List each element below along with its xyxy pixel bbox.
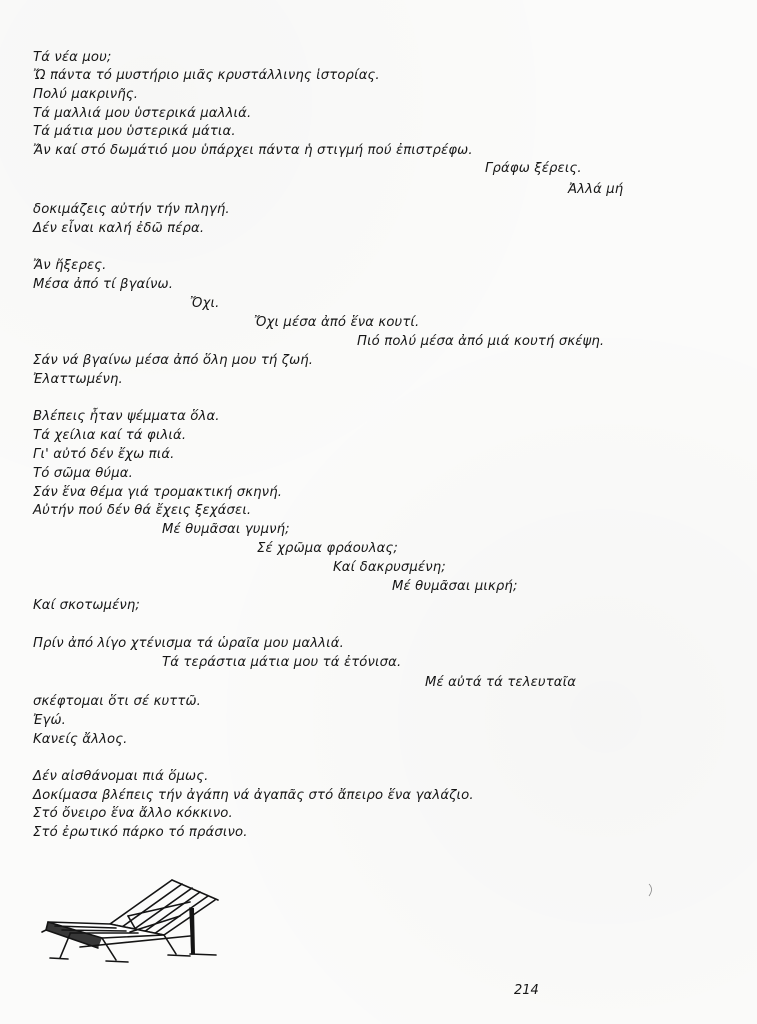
poem-line-36: Δοκίμασα βλέπεις τήν ἀγάπη νά ἀγαπᾶς στό ἄπειρο ἕνα γαλάζιο. [33,788,474,803]
poem-line-9: δοκιμάζεις αὐτήν τήν πληγή. [33,202,230,217]
poem-line-19: Τά χείλια καί τά φιλιά. [33,428,187,443]
poem-line-14: Ὄχι μέσα ἀπό ἕνα κουτί. [254,315,420,330]
poem-line-22: Σάν ἕνα θέμα γιά τρομακτική σκηνή. [33,485,283,500]
poem-line-3: Πολύ μακρινῆς. [33,87,139,102]
poem-line-28: Καί σκοτωμένη; [33,598,140,613]
poem-line-27: Μέ θυμᾶσαι μικρή; [392,579,518,594]
poem-line-12: Μέσα ἀπό τί βγαίνω. [33,277,174,292]
deck-chair-icon [40,872,230,964]
poem-line-7: Γράφω ξέρεις. [485,161,582,176]
poem-line-15: Πιό πολύ μέσα ἀπό μιά κουτή σκέψη. [357,334,605,349]
poem-line-37: Στό ὄνειρο ἕνα ἄλλο κόκκινο. [33,806,233,821]
poem-line-6: Ἄν καί στό δωμάτιό μου ὑπάρχει πάντα ἡ στιγμή πού ἐπιστρέφω. [33,143,473,158]
ink-speck [647,883,655,897]
poem-line-35: Δέν αἰσθάνομαι πιά ὅμως. [33,769,209,784]
poem-line-16: Σάν νά βγαίνω μέσα ἀπό ὅλη μου τή ζωή. [33,353,314,368]
poem-line-23: Αὐτήν πού δέν θά ἔχεις ξεχάσει. [33,503,252,518]
poem-line-2: Ὤ πάντα τό μυστήριο μιᾶς κρυστάλλινης ἱστορίας. [33,68,380,83]
poem-line-18: Βλέπεις ἦταν ψέμματα ὅλα. [33,409,220,424]
poem-line-25: Σέ χρῶμα φράουλας; [257,541,398,556]
poem-line-30: Τά τεράστια μάτια μου τά ἐτόνισα. [162,655,402,670]
poem-line-31: Μέ αὐτά τά τελευταῖα [425,675,577,690]
poem-line-33: Ἐγώ. [33,713,67,728]
poem-line-1: Τά νέα μου; [33,50,112,65]
poem-line-34: Κανείς ἄλλος. [33,732,128,747]
page-number: 214 [514,983,539,998]
poem-line-32: σκέφτομαι ὅτι σέ κυττῶ. [33,694,202,709]
poem-line-4: Τά μαλλιά μου ὑστερικά μαλλιά. [33,106,252,121]
poem-line-13: Ὄχι. [190,296,220,311]
poem-line-20: Γι' αὐτό δέν ἔχω πιά. [33,447,175,462]
poem-line-29: Πρίν ἀπό λίγο χτένισμα τά ὡραῖα μου μαλλιά. [33,636,344,651]
poem-line-24: Μέ θυμᾶσαι γυμνή; [162,522,290,537]
poem-line-8: Ἀλλά μή [568,182,624,197]
poem-line-21: Τό σῶμα θύμα. [33,466,133,481]
poem-line-10: Δέν εἶναι καλή ἐδῶ πέρα. [33,221,205,236]
poem-line-26: Καί δακρυσμένη; [333,560,446,575]
poem-line-17: Ἐλαττωμένη. [33,372,123,387]
poem-line-11: Ἄν ἤξερες. [33,258,107,273]
poem-line-38: Στό ἐρωτικό πάρκο τό πράσινο. [33,825,248,840]
poem-line-5: Τά μάτια μου ὑστερικά μάτια. [33,124,236,139]
